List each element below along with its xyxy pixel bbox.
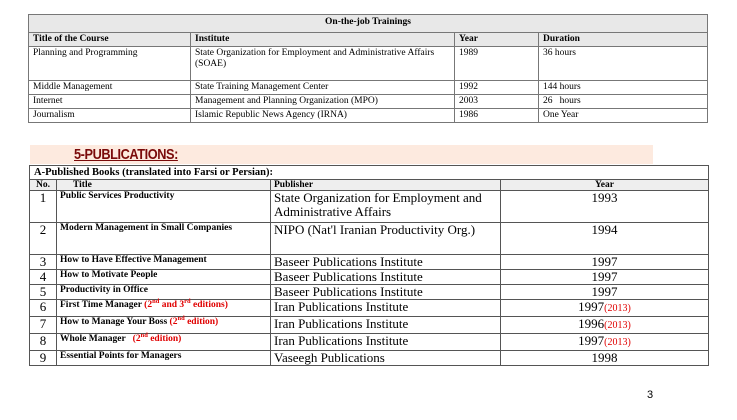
institute-cell: Islamic Republic News Agency (IRNA) bbox=[191, 109, 455, 123]
year-cell: 1997 bbox=[501, 270, 709, 285]
duration-cell: 26 hours bbox=[539, 95, 708, 109]
book-title: Essential Points for Managers bbox=[57, 351, 271, 366]
header-no: No. bbox=[30, 180, 57, 191]
reprint-year: (2013) bbox=[604, 337, 631, 348]
year-cell: 1996(2013) bbox=[501, 317, 709, 334]
row-number: 9 bbox=[30, 351, 57, 366]
year-cell: 2003 bbox=[455, 95, 539, 109]
header-publisher: Publisher bbox=[271, 180, 501, 191]
table-row bbox=[29, 109, 708, 123]
table-row bbox=[30, 285, 709, 300]
book-title: How to Motivate People bbox=[57, 270, 271, 285]
course-cell: Middle Management bbox=[29, 81, 191, 95]
table-row bbox=[30, 334, 709, 351]
year-cell: 1997 bbox=[501, 255, 709, 270]
row-number: 4 bbox=[30, 270, 57, 285]
table-row bbox=[30, 191, 709, 223]
section-heading-bar bbox=[30, 145, 653, 164]
year-cell: 1997 bbox=[501, 285, 709, 300]
table-row bbox=[29, 47, 708, 81]
row-number: 6 bbox=[30, 300, 57, 317]
table-row bbox=[30, 300, 709, 317]
table-row bbox=[30, 270, 709, 285]
book-title: Productivity in Office bbox=[57, 285, 271, 300]
publisher-cell: Baseer Publications Institute bbox=[271, 285, 501, 300]
publications-caption: A-Published Books (translated into Farsi or Persian): bbox=[30, 166, 709, 180]
year-cell: 1997(2013) bbox=[501, 300, 709, 317]
course-cell: Internet bbox=[29, 95, 191, 109]
publisher-cell: Baseer Publications Institute bbox=[271, 270, 501, 285]
institute-cell: Management and Planning Organization (MPO) bbox=[191, 95, 455, 109]
publisher-cell: Iran Publications Institute bbox=[271, 317, 501, 334]
duration-cell: 36 hours bbox=[539, 47, 708, 81]
trainings-table bbox=[28, 14, 708, 123]
header-duration: Duration bbox=[539, 33, 708, 47]
book-title: Modern Management in Small Companies bbox=[57, 223, 271, 255]
duration-cell: 144 hours bbox=[539, 81, 708, 95]
trainings-caption: On-the-job Trainings bbox=[29, 15, 708, 33]
course-cell: Journalism bbox=[29, 109, 191, 123]
book-title: How to Manage Your Boss bbox=[60, 317, 168, 327]
book-title: Whole Manager bbox=[60, 334, 126, 344]
reprint-year: (2013) bbox=[604, 320, 631, 331]
header-institute: Institute bbox=[191, 33, 455, 47]
book-title: First Time Manager bbox=[60, 300, 142, 310]
publisher-cell: Vaseegh Publications bbox=[271, 351, 501, 366]
page-number: 3 bbox=[647, 389, 654, 401]
header-year: Year bbox=[501, 180, 709, 191]
row-number: 3 bbox=[30, 255, 57, 270]
row-number: 5 bbox=[30, 285, 57, 300]
year-cell: 1998 bbox=[501, 351, 709, 366]
row-number: 8 bbox=[30, 334, 57, 351]
year-cell: 1992 bbox=[455, 81, 539, 95]
book-title: Public Services Productivity bbox=[57, 191, 271, 223]
header-year: Year bbox=[455, 33, 539, 47]
institute-cell: State Training Management Center bbox=[191, 81, 455, 95]
table-row bbox=[29, 81, 708, 95]
year-cell: 1997(2013) bbox=[501, 334, 709, 351]
table-row bbox=[29, 95, 708, 109]
table-row bbox=[30, 317, 709, 334]
edition-note: (2nd edition) bbox=[169, 314, 219, 327]
table-row bbox=[30, 223, 709, 255]
edition-note: (2nd and 3rd editions) bbox=[144, 297, 228, 310]
edition-note: (2nd edition) bbox=[132, 331, 182, 344]
reprint-year: (2013) bbox=[604, 303, 631, 314]
book-title-cell bbox=[57, 314, 271, 334]
book-title-cell bbox=[57, 297, 271, 317]
publisher-cell: State Organization for Employment and Administrative Affairs bbox=[271, 191, 501, 223]
row-number: 7 bbox=[30, 317, 57, 334]
course-cell: Planning and Programming bbox=[29, 47, 191, 81]
year-cell: 1994 bbox=[501, 223, 709, 255]
publisher-cell: Iran Publications Institute bbox=[271, 334, 501, 351]
book-title-cell bbox=[57, 331, 271, 351]
table-row bbox=[30, 351, 709, 366]
year-cell: 1989 bbox=[455, 47, 539, 81]
table-row bbox=[30, 255, 709, 270]
institute-cell: State Organization for Employment and Administrative Affairs (SOAE) bbox=[191, 47, 455, 81]
row-number: 1 bbox=[30, 191, 57, 223]
row-number: 2 bbox=[30, 223, 57, 255]
publications-table bbox=[29, 165, 709, 366]
header-title: Title bbox=[57, 180, 271, 191]
publisher-cell: NIPO (Nat'l Iranian Productivity Org.) bbox=[271, 223, 501, 255]
duration-cell: One Year bbox=[539, 109, 708, 123]
header-course: Title of the Course bbox=[29, 33, 191, 47]
publisher-cell: Baseer Publications Institute bbox=[271, 255, 501, 270]
book-title: How to Have Effective Management bbox=[57, 255, 271, 270]
year-cell: 1993 bbox=[501, 191, 709, 223]
publisher-cell: Iran Publications Institute bbox=[271, 300, 501, 317]
year-cell: 1986 bbox=[455, 109, 539, 123]
publications-heading: 5-PUBLICATIONS: bbox=[74, 146, 178, 163]
